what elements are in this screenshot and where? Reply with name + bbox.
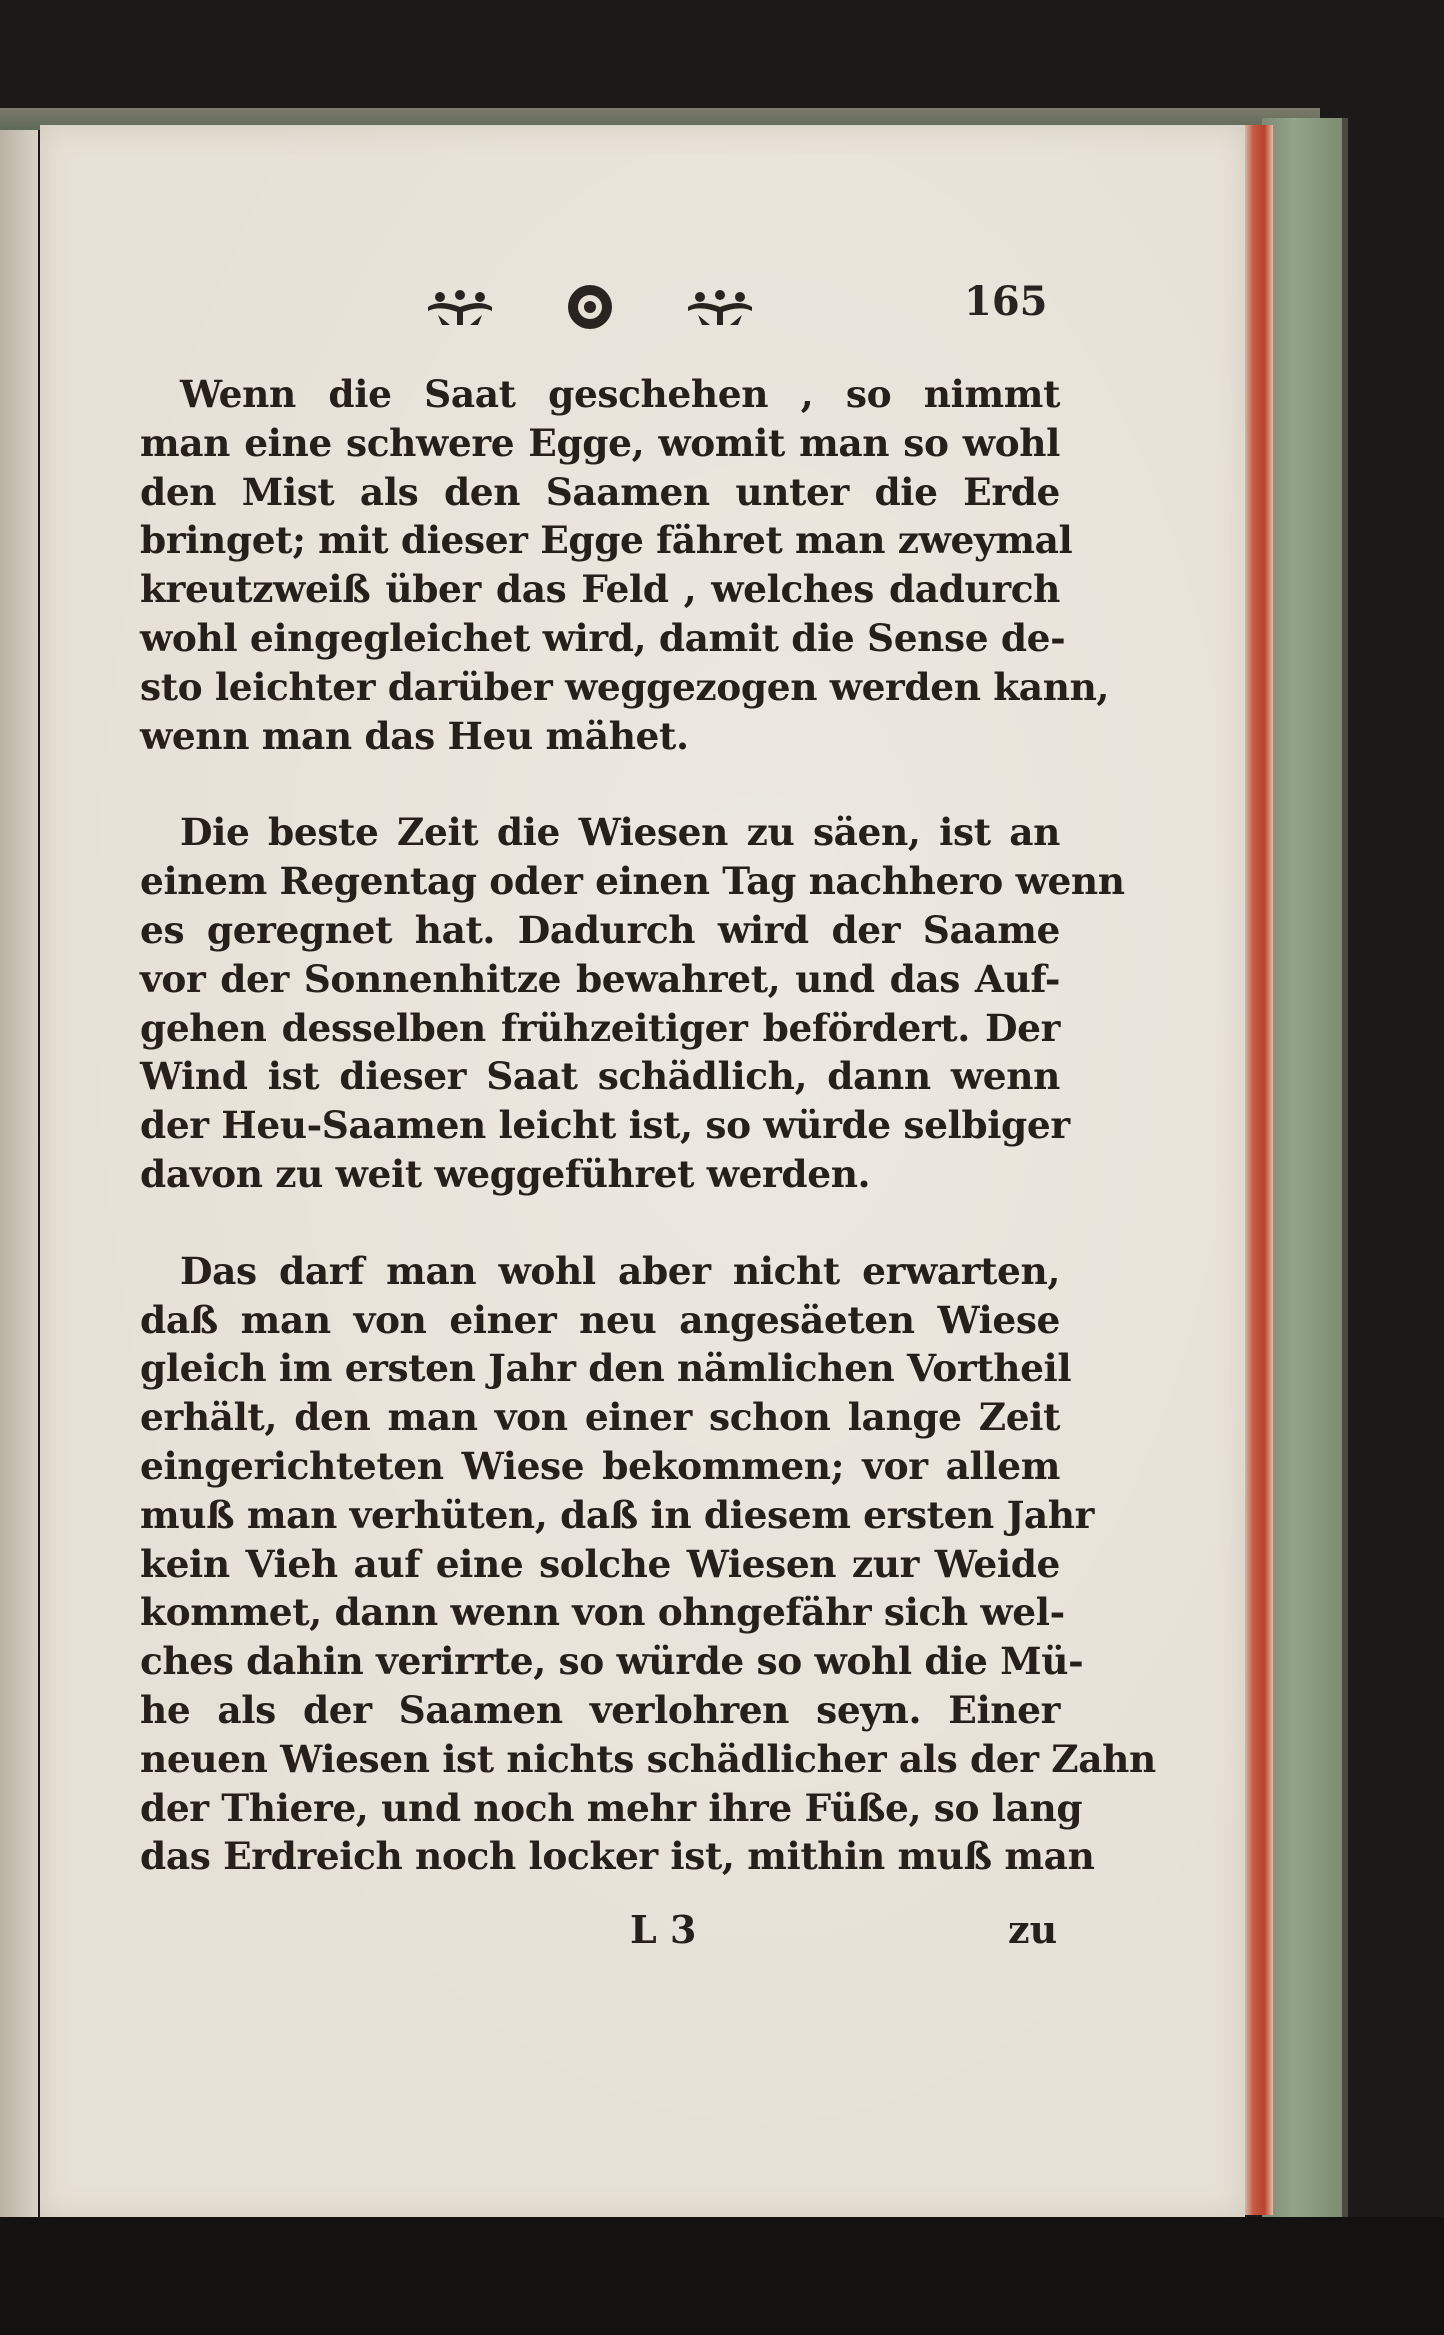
header-ornament [420, 272, 760, 342]
text-line: sto leichter darüber weggezogen werden kann, [140, 664, 1110, 709]
text-line: bringet; mit dieser Egge fähret man zweymal [140, 518, 1073, 563]
book-cover-right [1262, 118, 1348, 2223]
text-line: kreutzweiß über das Feld , welches dadurch [140, 567, 1060, 612]
text-line: muß man verhüten, daß in diesem ersten Jahr [140, 1492, 1095, 1537]
text-line: es geregnet hat. Dadurch wird der Saame [140, 907, 1060, 952]
text-line: den Mist als den Saamen unter die Erde [140, 469, 1060, 514]
text-line: neuen Wiesen ist nichts schädlicher als der Zahn [140, 1736, 1156, 1781]
text-line: davon zu weit weggeführet werden. [140, 1151, 871, 1196]
catchword: zu [1008, 1907, 1058, 1952]
text-line: der Heu-Saamen leicht ist, so würde selbiger [140, 1103, 1070, 1148]
rosette-icon [562, 279, 618, 335]
text-line: he als der Saamen verlohren seyn. Einer [140, 1687, 1060, 1732]
background [0, 2217, 1444, 2335]
text-line: Wind ist dieser Saat schädlich, dann wenn [140, 1054, 1060, 1099]
page-number: 165 [964, 278, 1048, 325]
text-line: kein Vieh auf eine solche Wiesen zur Weide [140, 1541, 1060, 1586]
text-line: man eine schwere Egge, womit man so wohl [140, 420, 1060, 465]
text-line: der Thiere, und noch mehr ihre Füße, so lang [140, 1785, 1083, 1830]
body-text [140, 370, 1156, 1881]
text-line: eingerichteten Wiese bekommen; vor allem [140, 1443, 1060, 1488]
text-line: wenn man das Heu mähet. [140, 713, 689, 758]
paragraph [140, 1247, 1156, 1881]
fleuron-icon [420, 285, 500, 329]
text-line: erhält, den man von einer schon lange Zeit [140, 1395, 1060, 1440]
text-line: das Erdreich noch locker ist, mithin muß man [140, 1834, 1095, 1879]
text-line: Die beste Zeit die Wiesen zu säen, ist an [180, 810, 1060, 855]
text-line: Wenn die Saat geschehen , so nimmt [180, 372, 1060, 416]
paragraph [140, 370, 1110, 760]
red-page-edges [1245, 125, 1273, 2215]
text-line: gehen desselben frühzeitiger befördert. Der [140, 1005, 1060, 1050]
text-line: kommet, dann wenn von ohngefähr sich wel- [140, 1590, 1065, 1635]
text-line: daß man von einer neu angesäeten Wiese [140, 1297, 1060, 1342]
text-line: gleich im ersten Jahr den nämlichen Vortheil [140, 1346, 1072, 1391]
text-line: vor der Sonnenhitze bewahret, und das Auf- [140, 956, 1060, 1001]
text-line: ches dahin verirrte, so würde so wohl die Mü- [140, 1639, 1084, 1684]
fleuron-icon [680, 285, 760, 329]
signature-mark: L 3 [630, 1907, 697, 1952]
text-line: einem Regentag oder einen Tag nachhero wenn [140, 859, 1125, 904]
text-line: wohl eingegleichet wird, damit die Sense de- [140, 615, 1066, 660]
paragraph [140, 808, 1125, 1198]
text-line: Das darf man wohl aber nicht erwarten, [180, 1248, 1060, 1293]
facing-page-edge [0, 125, 38, 2225]
